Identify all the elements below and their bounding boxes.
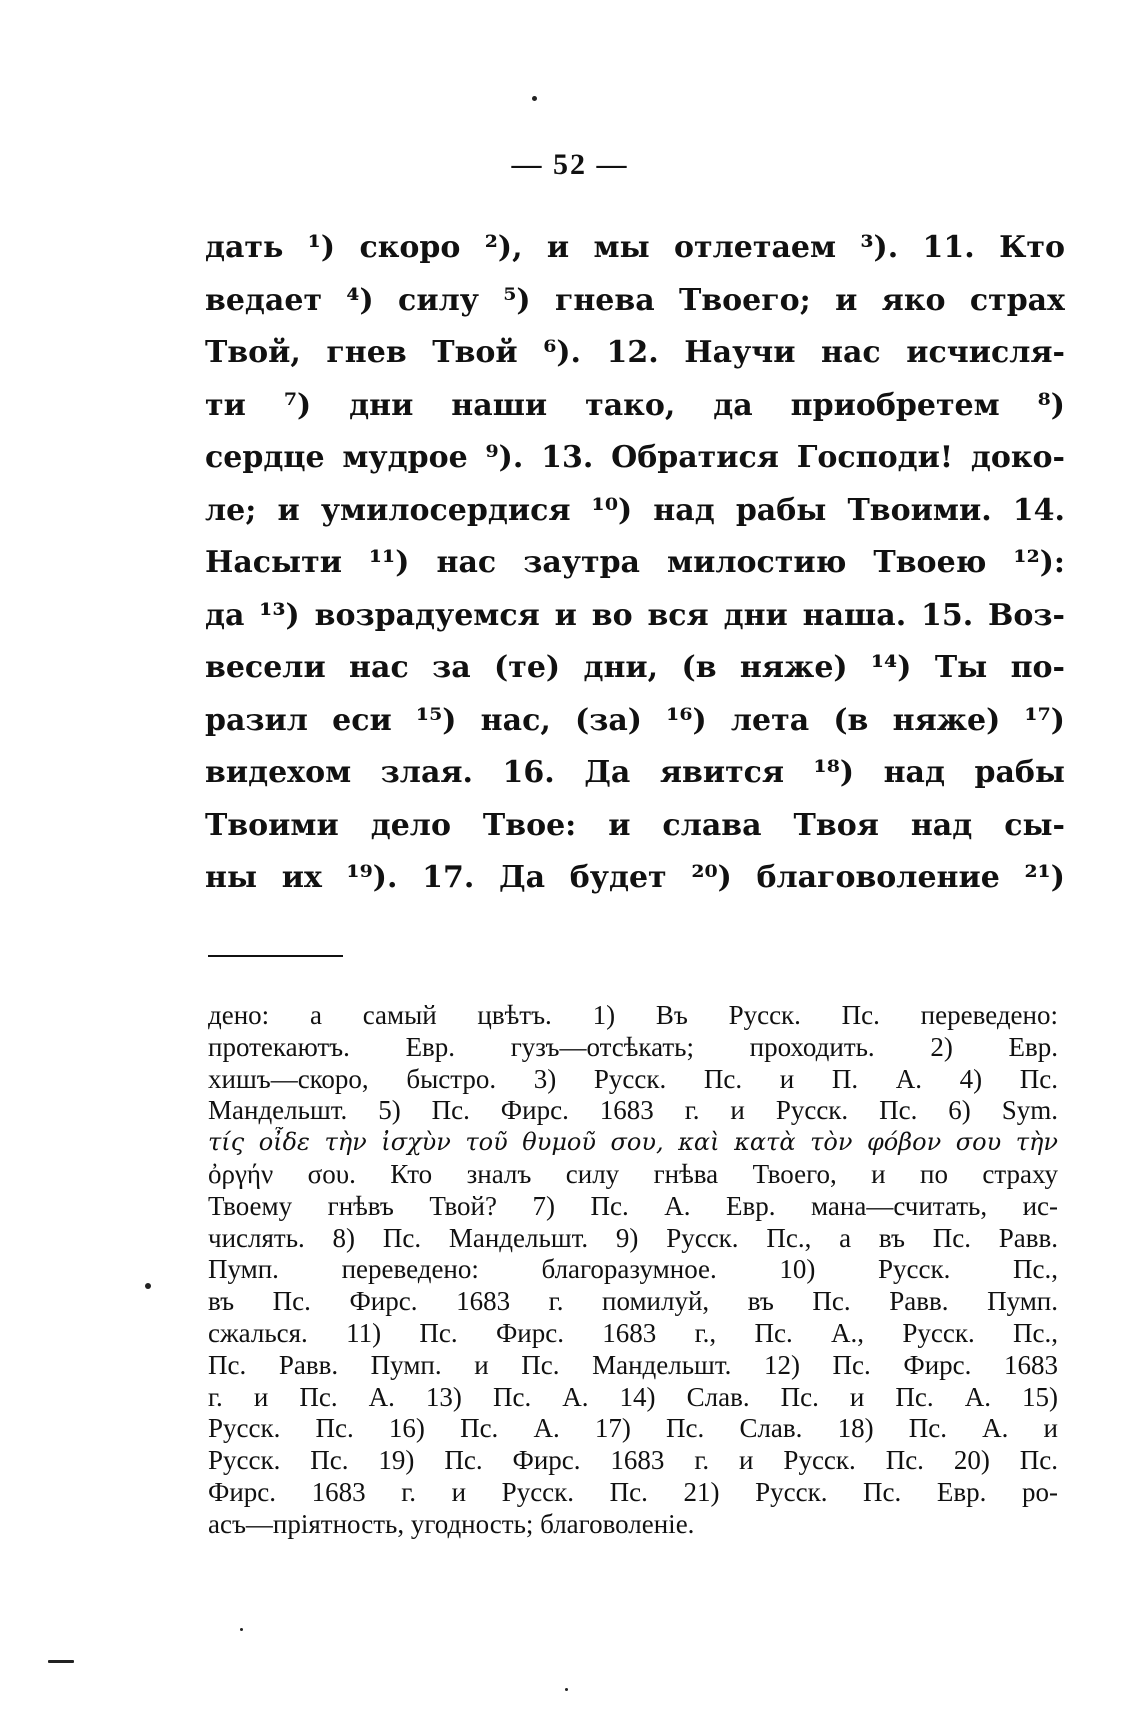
- text-line: Твой, гнев Твой ⁶). 12. Научи нас исчисля-: [205, 335, 1065, 370]
- text-line: ле; и умилосердися ¹⁰) над рабы Твоими. 14.: [205, 492, 1065, 528]
- footnote-line: въ Пс. Фирс. 1683 г. помилуй, въ Пс. Равв. Пумп.: [208, 1286, 1058, 1317]
- page-number: — 52 —: [511, 148, 629, 181]
- text-line: разил еси ¹⁵) нас, (за) ¹⁶) лета (в няже) ¹⁷): [205, 702, 1065, 738]
- text-line: дать ¹) скоро ²), и мы отлетаем ³). 11. Кто: [205, 230, 1065, 265]
- footnote-line: Русск. Пс. 16) Пс. А. 17) Пс. Слав. 18) Пс. А. и: [208, 1413, 1058, 1444]
- text-line: да ¹³) возрадуемся и во вся дни наша. 15. Воз-: [205, 597, 1065, 633]
- scan-speck: [532, 96, 537, 101]
- footnote-line: протекаютъ. Евр. гузъ—отсѣкать; проходить. 2) Евр.: [208, 1031, 1058, 1062]
- footnote-line-greek: τίς οἶδε τὴν ἰσχὺν τοῦ θυμοῦ σου, καὶ κατὰ τὸν φόβον σου τὴν: [208, 1128, 1058, 1157]
- scan-speck: [240, 1628, 243, 1631]
- footnote-line: Мандельшт. 5) Пс. Фирс. 1683 г. и Русск. Пс. 6) Sym.: [208, 1095, 1058, 1126]
- footnote-line: Фирс. 1683 г. и Русск. Пс. 21) Русск. Пс. Евр. ро-: [208, 1476, 1058, 1507]
- text-line: ны их ¹⁹). 17. Да будет ²⁰) благоволение ²¹): [205, 860, 1065, 895]
- main-text: [205, 222, 1065, 905]
- text-line: ведает ⁴) силу ⁵) гнева Твоего; и яко страх: [205, 282, 1065, 318]
- footnotes: [208, 1000, 1058, 1541]
- footnote-line: Пс. Равв. Пумп. и Пс. Мандельшт. 12) Пс. Фирс. 1683: [208, 1349, 1058, 1380]
- footnote-line: асъ—пріятность, угодность; благоволеніе.: [208, 1508, 695, 1539]
- footnote-line: Твоему гнѣвъ Твой? 7) Пс. А. Евр. мана—считать, ис-: [208, 1190, 1058, 1221]
- footnote-separator: [208, 955, 343, 957]
- scan-speck: [48, 1660, 74, 1663]
- text-line: Твоими дело Твое: и слава Твоя над сы-: [205, 807, 1065, 843]
- footnote-line: ὀργήν σου. Кто зналъ силу гнѣва Твоего, и по страху: [208, 1158, 1058, 1189]
- footnote-line: сжалься. 11) Пс. Фирс. 1683 г., Пс. А., Русск. Пс.,: [208, 1317, 1058, 1348]
- text-line: весели нас за (те) дни, (в няже) ¹⁴) Ты по-: [205, 650, 1065, 685]
- text-line: ти ⁷) дни наши тако, да приобретем ⁸): [205, 387, 1065, 423]
- scan-speck: [145, 1283, 151, 1289]
- footnote-line: дено: а самый цвѣтъ. 1) Въ Русск. Пс. переведено:: [208, 1000, 1058, 1030]
- footnote-line: хишъ—скоро, быстро. 3) Русск. Пс. и П. А. 4) Пс.: [208, 1063, 1058, 1094]
- text-line: Насыти ¹¹) нас заутра милостию Твоею ¹²):: [205, 545, 1065, 580]
- footnote-line: Пумп. переведено: благоразумное. 10) Русск. Пс.,: [208, 1254, 1058, 1285]
- text-line: видехом злая. 16. Да явится ¹⁸) над рабы: [205, 755, 1065, 790]
- footnote-line: Русск. Пс. 19) Пс. Фирс. 1683 г. и Русск. Пс. 20) Пс.: [208, 1445, 1058, 1476]
- text-line: сердце мудрое ⁹). 13. Обратися Господи! доко-: [205, 440, 1065, 475]
- footnote-line: г. и Пс. А. 13) Пс. А. 14) Слав. Пс. и Пс. А. 15): [208, 1381, 1058, 1412]
- footnote-line: числять. 8) Пс. Мандельшт. 9) Русск. Пс., а въ Пс. Равв.: [208, 1222, 1058, 1253]
- scan-speck: [565, 1688, 568, 1691]
